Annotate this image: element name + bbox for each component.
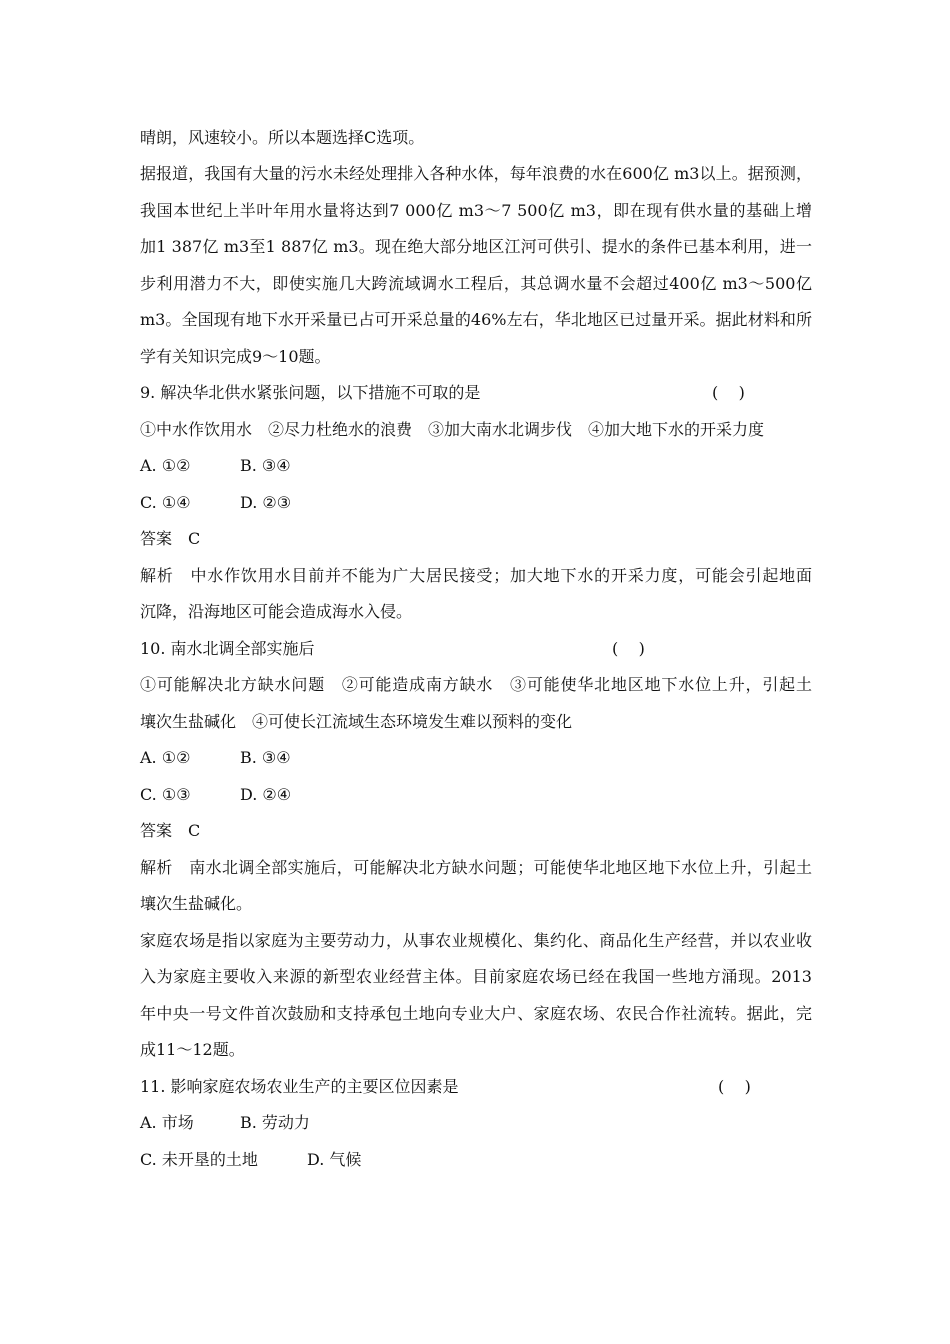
option-a: A. ①② <box>140 748 191 767</box>
analysis-line: 解析 南水北调全部实施后，可能解决北方缺水问题；可能使华北地区地下水位上升，引起土 <box>140 858 812 877</box>
option-a: A. ①② <box>140 456 191 475</box>
option-c: C. ①③ <box>140 785 191 804</box>
question-items: 壤次生盐碱化 ④可使长江流域生态环境发生难以预料的变化 <box>140 712 573 731</box>
option-b: B. ③④ <box>240 456 291 475</box>
option-d: D. 气候 <box>307 1150 362 1169</box>
answer-blank: ( ) <box>712 383 745 402</box>
option-c: C. 未开垦的土地 <box>140 1150 258 1169</box>
passage-line: 步利用潜力不大，即使实施几大跨流域调水工程后，其总调水量不会超过400亿 m3～500亿 <box>140 274 812 293</box>
passage-line: m3。全国现有地下水开采量已占可开采总量的46%左右，华北地区已过量开采。据此材料和所 <box>140 310 812 329</box>
answer-blank: ( ) <box>612 639 645 658</box>
passage-line: 学有关知识完成9～10题。 <box>140 347 331 366</box>
passage-line: 成11～12题。 <box>140 1040 245 1059</box>
option-b: B. 劳动力 <box>240 1113 310 1132</box>
intro-tail-line: 晴朗，风速较小。所以本题选择C选项。 <box>140 128 425 147</box>
analysis-line: 壤次生盐碱化。 <box>140 894 253 913</box>
option-d: D. ②③ <box>240 493 292 512</box>
answer-line: 答案 C <box>140 529 201 548</box>
question-stem: 9. 解决华北供水紧张问题，以下措施不可取的是 <box>140 383 481 402</box>
passage-line: 我国本世纪上半叶年用水量将达到7 000亿 m3～7 500亿 m3，即在现有供水量的基础上增 <box>140 201 812 220</box>
passage-line: 据报道，我国有大量的污水未经处理排入各种水体，每年浪费的水在600亿 m3以上。据预测， <box>140 164 812 183</box>
passage-line: 加1 387亿 m3至1 887亿 m3。现在绝大部分地区江河可供引、提水的条件已基本利用，进一 <box>140 237 812 256</box>
answer-line: 答案 C <box>140 821 201 840</box>
passage-line: 年中央一号文件首次鼓励和支持承包土地向专业大户、家庭农场、农民合作社流转。据此，完 <box>140 1004 812 1023</box>
question-items: ①可能解决北方缺水问题 ②可能造成南方缺水 ③可能使华北地区地下水位上升，引起土 <box>140 675 812 694</box>
question-stem: 10. 南水北调全部实施后 <box>140 639 315 658</box>
answer-blank: ( ) <box>718 1077 751 1096</box>
passage-line: 入为家庭主要收入来源的新型农业经营主体。目前家庭农场已经在我国一些地方涌现。2013 <box>140 967 812 986</box>
passage-line: 家庭农场是指以家庭为主要劳动力，从事农业规模化、集约化、商品化生产经营，并以农业收 <box>140 931 812 950</box>
analysis-line: 解析 中水作饮用水目前并不能为广大居民接受；加大地下水的开采力度，可能会引起地面 <box>140 566 812 585</box>
analysis-line: 沉降，沿海地区可能会造成海水入侵。 <box>140 602 413 621</box>
option-c: C. ①④ <box>140 493 191 512</box>
option-b: B. ③④ <box>240 748 291 767</box>
option-a: A. 市场 <box>140 1113 194 1132</box>
option-d: D. ②④ <box>240 785 292 804</box>
question-items: ①中水作饮用水 ②尽力杜绝水的浪费 ③加大南水北调步伐 ④加大地下水的开采力度 <box>140 420 765 439</box>
question-stem: 11. 影响家庭农场农业生产的主要区位因素是 <box>140 1077 459 1096</box>
